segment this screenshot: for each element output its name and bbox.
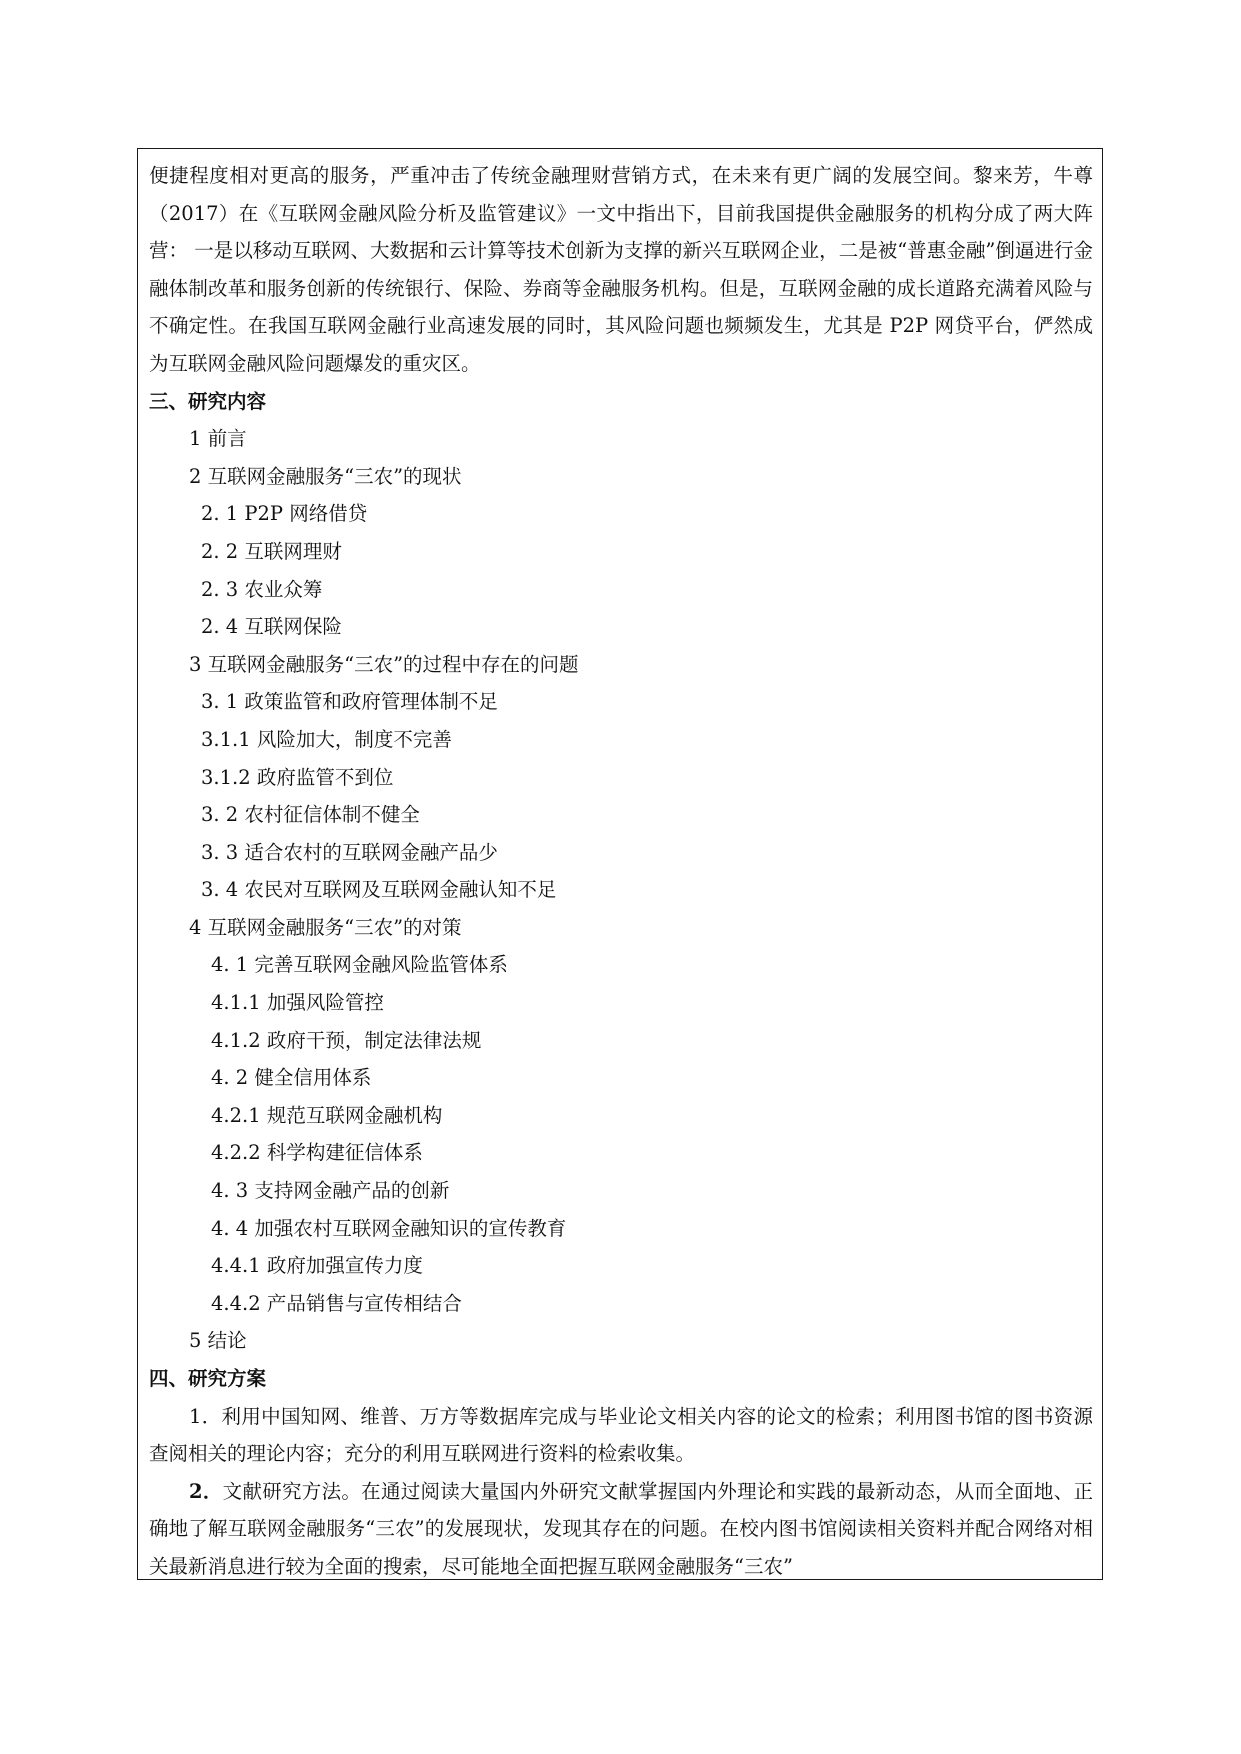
- document-content: [149, 157, 1093, 1580]
- plan-number-2: 2．: [189, 1479, 223, 1503]
- outline-item: 4. 2 健全信用体系: [211, 1066, 372, 1090]
- outline-item: 3.1.1 风险加大，制度不完善: [201, 727, 452, 751]
- outline-item: 2 互联网金融服务“三农”的现状: [189, 464, 462, 488]
- outline-item: 5 结论: [189, 1329, 247, 1353]
- section-heading-research-plan: 四、研究方案: [149, 1367, 267, 1390]
- outline-item: 3. 3 适合农村的互联网金融产品少: [201, 840, 498, 864]
- document-frame: [137, 148, 1103, 1580]
- outline-item: 3. 4 农民对互联网及互联网金融认知不足: [201, 878, 557, 902]
- plan-text-1: 利用中国知网、维普、万方等数据库完成与毕业论文相关内容的论文的检索；利用图书馆的图书资源查阅相关的理论内容；充分的利用互联网进行资料的检索收集。: [149, 1404, 1093, 1466]
- outline-item: 4 互联网金融服务“三农”的对策: [189, 915, 462, 939]
- plan-number-1: 1．: [189, 1404, 222, 1428]
- outline-item: 3.1.2 政府监管不到位: [201, 765, 394, 789]
- outline-item: 3. 2 农村征信体制不健全: [201, 803, 420, 827]
- outline-item: 3 互联网金融服务“三农”的过程中存在的问题: [189, 652, 579, 676]
- outline-item: 2. 1 P2P 网络借贷: [201, 502, 368, 526]
- section-heading-research-content: 三、研究内容: [149, 389, 267, 413]
- outline-item: 4.2.2 科学构建征信体系: [211, 1141, 423, 1165]
- outline-item: 2. 2 互联网理财: [201, 539, 342, 563]
- outline-item: 4.1.2 政府干预，制定法律法规: [211, 1028, 482, 1052]
- outline-item: 1 前言: [189, 427, 247, 451]
- outline-item: 4. 3 支持网金融产品的创新: [211, 1179, 450, 1203]
- outline-item: 4.2.1 规范互联网金融机构: [211, 1103, 443, 1127]
- outline-item: 4. 1 完善互联网金融风险监管体系: [211, 953, 508, 977]
- plan-paragraph-2: [149, 1473, 1093, 1580]
- outline-item: 4.4.2 产品销售与宣传相结合: [211, 1291, 462, 1315]
- outline-item: 2. 3 农业众筹: [201, 577, 323, 601]
- outline-item: 4.1.1 加强风险管控: [211, 991, 384, 1015]
- intro-paragraph: 便捷程度相对更高的服务，严重冲击了传统金融理财营销方式，在未来有更广阔的发展空间。黎来芳，牛尊（2017）在《互联网金融风险分析及监管建议》一文中指出下，目前我国提供金融服务的机构分成了两大阵营： 一是以移动互联网、大数据和云计算等技术创新为支撑的新兴互联网企业，二是被“普惠金融”倒逼进行金融体制改革和服务创新的传统银行、保险、券商等金融服务机构。但是，互联网金融的成长道路充满着风险与不确定性。在我国互联网金融行业高速发展的同时，其风险问题也频频发生，尤其是 P2P 网贷平台，俨然成为互联网金融风险问题爆发的重灾区。: [149, 164, 1093, 375]
- outline-item: 4. 4 加强农村互联网金融知识的宣传教育: [211, 1216, 567, 1240]
- plan-paragraph-1: [149, 1398, 1093, 1473]
- outline-item: 4.4.1 政府加强宣传力度: [211, 1254, 423, 1278]
- outline-item: 3. 1 政策监管和政府管理体制不足: [201, 690, 498, 714]
- plan-text-2: 文献研究方法。在通过阅读大量国内外研究文献掌握国内外理论和实践的最新动态，从而全面地、正确地了解互联网金融服务“三农”的发展现状，发现其存在的问题。在校内图书馆阅读相关资料并配合网络对相关最新消息进行较为全面的搜索，尽可能地全面把握互联网金融服务“三农”: [149, 1479, 1093, 1578]
- outline-item: 2. 4 互联网保险: [201, 615, 342, 639]
